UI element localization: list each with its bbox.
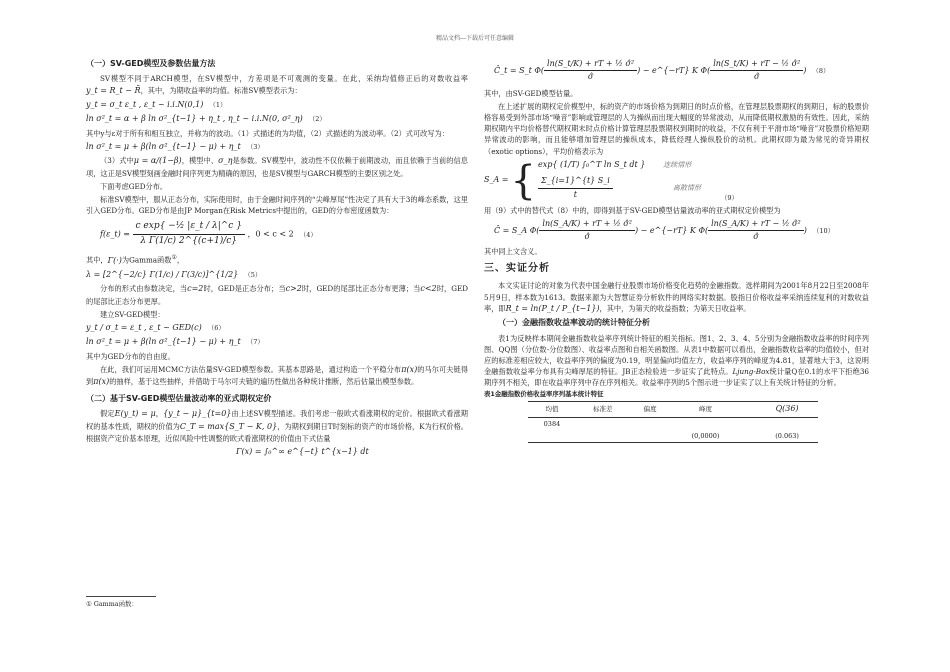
footnote: ① Gamma函数：	[86, 600, 138, 608]
paragraph-gamma-ref: 其中，Γ(·)为Gamma函数①，	[86, 254, 185, 265]
section-heading-empirical: 三、实证分析	[484, 262, 550, 274]
paragraph-eq-explain: 其中y与ε对于所有和相互独立，并称为的波动。（1）式描述的为均值，（2）式描述的为波动率。（2）式可改写为：	[86, 128, 449, 138]
paragraph-average-price: 在上述扩展的期权定价模型中，标的资产的市场价格为到期日的时点价格，在管理层股票期权的到期日，标的股票价格容易受到外部市场“噪音”影响或管理层的人为操纵而出现大幅度的异常波动，从而降低期权激励的有效性。因此，采纳期权期内平均价格替代期权期末时点价格计算管理层股票期权到期时的收益，不仅有利于平滑市场“噪音”对股票价格短期异常波动的影响，而且能够增加管理层的操纵成本，降低经理人操纵股价的动机。此期权即为最为常见的奇异期权（exotic options），平均价格表示为	[484, 101, 869, 156]
paragraph-same-meaning: 其中同上文含义。	[484, 246, 542, 256]
paragraph-table-analysis: 表1为反映样本期间金融指数收益率序列统计特征的相关指标。图1、2、3、4、5分别为金融指数收益率的时间序列图、QQ图（分位数-分位数图）、收益率点图和自相关函数图。从表1中数据可以看出，金融指数收益率的均值较小，但对应的标准差相应较大，收益率序列的偏度为0.19，明显偏向均值左方，收益率序列的峰度为4.81，显著地大于3，这说明金融指数收益率分布具有尖峰厚尾的特征。JB正态检验进一步证实了此特点。Ljung-Box统计量Q在0.1的水平下拒绝36期序列不相关，即在收益率序列中存在序列相关。收益率序列的5个图示进一步证实了以上有关统计特征的分析。	[484, 333, 869, 388]
equation-7: ln σ²_t = μ + β(ln σ²_{t−1} − μ) + η_t （7）	[86, 337, 264, 347]
paragraph-build-model: 建立SV-GED模型：	[100, 309, 165, 319]
footnote-divider	[86, 596, 156, 597]
section-heading-asian-option: （二）基于SV-GED模型估量波动率的亚式期权定价	[86, 393, 272, 403]
equation-3: ln σ²_t = μ + β(ln σ²_{t−1} − μ) + η_t （3）	[86, 141, 264, 151]
paragraph-mcmc: 在此，我们可运用MCMC方法估量SV-GED模型参数。其基本思路是，通过构造一个平稳分布π(x)的马尔可夫链得到π(x)的抽样，基于这些抽样，并借助于马尔可夫链的遍历性做出各种统计推断，然后估量出模型参数。	[86, 364, 468, 387]
handwritten-discrete: 离散情形	[672, 184, 701, 192]
equation-2: ln σ²_t = α + β ln σ²_{t−1} + η_t , η_t ~ i.i.N(0, σ²_η) （2）	[86, 114, 326, 124]
paragraph-ged-intro: 下面考虑GED分布。	[100, 181, 168, 191]
section-heading-stat-features: （一）金融指数收益率波动的统计特征分析	[498, 318, 650, 328]
table-row: 0384	[543, 419, 561, 428]
equation-gamma-function: Γ(x) = ∫₀^∞ e^{−t} t^{x−1} dt	[236, 447, 369, 457]
paragraph-sample-desc: 本文实证讨论的对象为代表中国金融行业股票市场价格变化趋势的金融指数。选样期间为2001年8月22日至2008年5月9日，样本数为1613。数据来源为大智慧证券分析软件的网络实时数据。股指日价格收益率采纳连续复利的对数收益率，即R_t = ln(P_t / P_{t−1})，其中，为第天的收益指数；为第天日收益率。	[484, 281, 869, 313]
paragraph-ged-tails: 分布的形式由参数决定，当c=2时，GED是正态分布；当c>2时，GED的尾部比正态分布更薄；当c<2时，GED的尾部比正态分布更厚。	[86, 284, 468, 306]
equation-6: y_t / σ_t = ε_t , ε_t ~ GED(c) （6）	[86, 323, 225, 333]
handwritten-continuous: 连续情形	[663, 160, 692, 169]
paragraph-ged-desc: 标准SV模型中，服从正态分布，实际使用时，由于金融时间序列的“尖峰厚尾”性决定了具有大于3的峰态系数，这里引入GED分布。GED分布是由JP Morgan在Risk Metrics中提出的，GED的分布密度函数为：	[86, 194, 468, 216]
page-header: 精品文档---下载后可任意编辑	[435, 35, 515, 42]
table-header-row: 均值 标准差 偏度 峰度 Q(36)	[528, 402, 818, 417]
left-brace: {	[510, 157, 536, 204]
paragraph-sv-vs-garch: （3）式中μ = α/(1−β)，模型中、σ_η是参数。SV模型中，波动性不仅依赖于前期波动，而且依赖于当前的信息项，这正是SV模型刻画金融时间序列更为精确的原因，也是SV模型与GARCH模型的主要区别之处。	[86, 156, 468, 178]
table-row: (0,0000) (0.063)	[528, 430, 818, 443]
paragraph-sigma-note: 其中，由SV-GED模型估量。	[484, 88, 578, 98]
equation-10: Ĉ = S_A Φ( $\frac{\text{ln(S\_A/K) + rT + ½ σ̂²}}{\sigmâ}$ ) − e^{−rT} K Φ( $\frac{\text{ln(S\_A/K) + rT − ½ σ̂²}}{\sigmâ}$ ) （10）	[494, 219, 835, 242]
paragraph-sv-intro: SV模型不同于ARCH模型，在SV模型中，方差项是不可观测的变量。在此，采纳均值修正后的对数收益率y_t = R_t − R̄，其中，为期收益率的均值。标准SV模型表示为：	[86, 74, 468, 95]
equation-8: Ĉ_t = S_t Φ( $\frac{\text{ln(S\_t/K) + rT + ½ σ̂²}}{\sigmâ}$ ) − e^{−rT} K Φ( $\frac{\text{ln(S\_t/K) + rT − ½ σ̂²}}{\sigmâ}$ ) （8）	[494, 59, 830, 82]
equation-5: λ = [2^{−2/c} Γ(1/c) / Γ(3/c)]^{1/2} （5）	[86, 269, 262, 279]
equation-4: f(ε_t) = $\frac{\text{c exp\{ −½ |ε\_t / λ|\textasciicircum{}c \}}}{\text{λ Γ(1/c) 2\textasciicircum{}\{(c+1)/c\}}}$ ，0 < c < 2 （4）	[100, 221, 317, 247]
table-caption: 表1金融指数价格收益率序列基本统计特征	[484, 390, 604, 399]
equation-1: y_t = σ_t ε_t , ε_t ~ i.i.N(0,1) （1）	[86, 99, 227, 109]
stats-table	[528, 401, 818, 443]
left-column	[86, 58, 468, 460]
paragraph-ged-dof: 其中为GED分布的自由度。	[86, 351, 175, 361]
equation-9: S_A = { exp{ (1/T) ∫₀^T ln S_t dt } 连续情形 $\frac{\Sigma\_\{i=1\}\^{}\{t\} S\_i}{t}$ 离散情形 （9）	[484, 157, 738, 204]
eq-demeaned-return: y_t = R_t − R̄	[86, 85, 141, 95]
paragraph-option-pricing: 假定E(y_t) = μ，{y_t − μ}_{t=0}由上述SV模型描述。我们考虑一般欧式看涨期权的定价。根据欧式看涨期权的基本性质，期权的价值为C_T = max{S_T − K, 0}，为期权到期日T时刻标的资产的市场价格，K为行权价格。根据资产定价基本原理，近似风险中性调整的欧式看涨期权的价值由下式估量	[86, 409, 468, 443]
paragraph-substitute: 用（9）式中的替代式（8）中的，即得到基于SV-GED模型估量波动率的亚式期权定价模型为	[484, 205, 781, 215]
right-column	[484, 58, 869, 443]
section-heading-sv-ged: （一）SV-GED模型及参数估量方法	[86, 59, 216, 68]
